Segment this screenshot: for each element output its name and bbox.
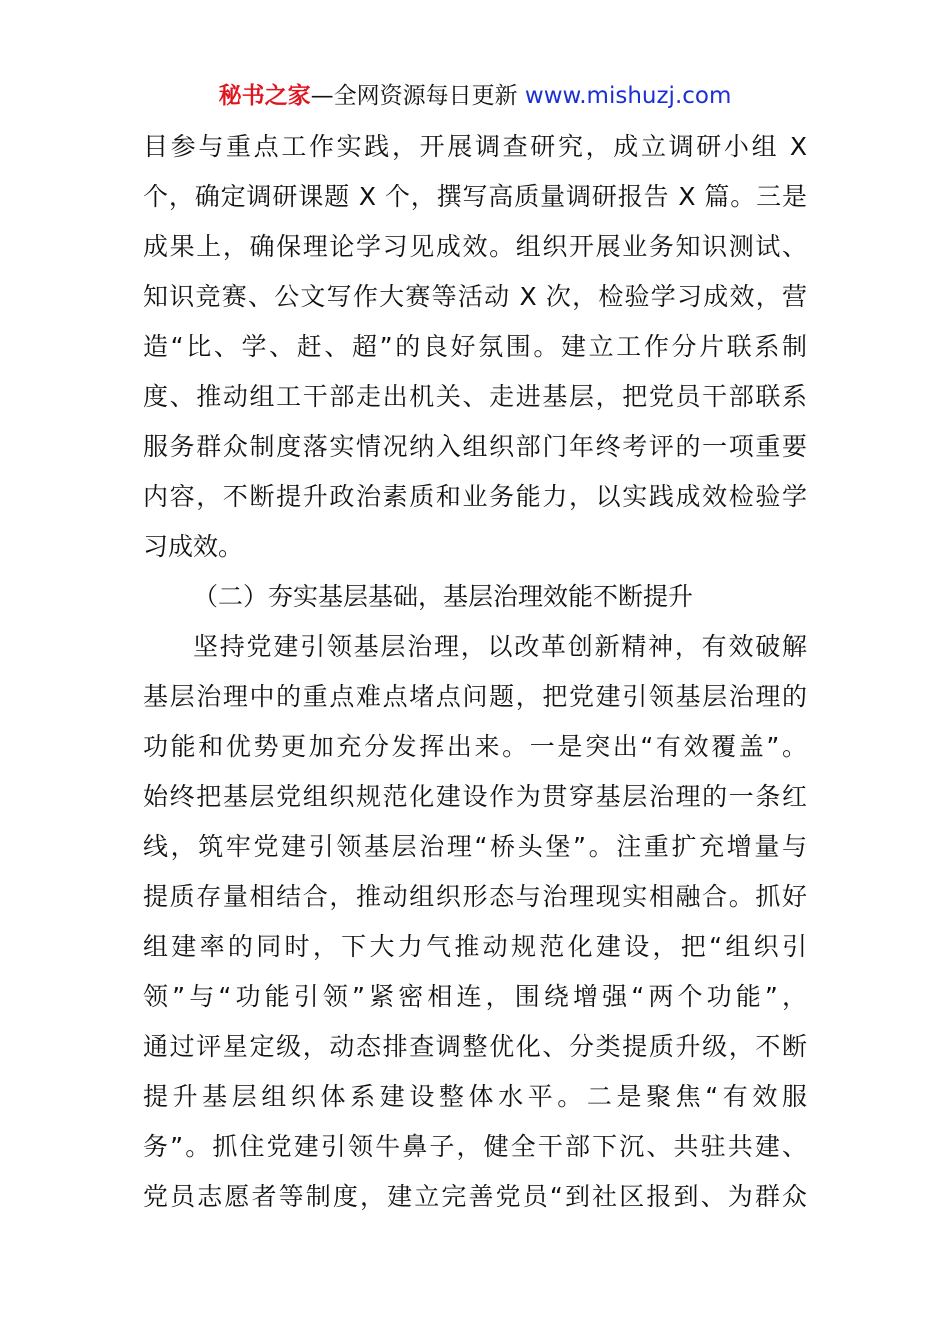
text-line: 提升基层组织体系建设整体水平。二是聚焦“有效服 [143,1082,807,1111]
text-line: 成果上，确保理论学习见成效。组织开展业务知识测试、 [143,232,807,261]
text-line: 个，确定调研课题 X 个，撰写高质量调研报告 X 篇。三是 [143,182,807,211]
text-line: 造“比、学、赶、超”的良好氛围。建立工作分片联系制 [143,332,807,361]
brand-name: 秘书之家 [218,83,311,109]
text-line: 提质存量相结合，推动组织形态与治理现实相融合。抓好 [143,882,807,911]
text-line: 服务群众制度落实情况纳入组织部门年终考评的一项重要 [143,432,807,461]
text-line: 知识竞赛、公文写作大赛等活动 X 次，检验学习成效，营 [143,282,807,311]
text-line: 内容，不断提升政治素质和业务能力，以实践成效检验学 [143,482,807,511]
text-line: 度、推动组工干部走出机关、走进基层，把党员干部联系 [143,382,807,411]
text-line: 功能和优势更加充分发挥出来。一是突出“有效覆盖”。 [143,732,807,761]
header-tagline: —全网资源每日更新 [310,83,518,109]
site-header [0,80,950,112]
text-line: 党员志愿者等制度，建立完善党员“到社区报到、为群众 [143,1182,807,1211]
text-line: 务”。抓住党建引领牛鼻子，健全干部下沉、共驻共建、 [143,1132,807,1161]
text-line: 领”与“功能引领”紧密相连，围绕增强“两个功能”， [143,982,807,1011]
text-line: 习成效。 [143,532,244,561]
text-line: 基层治理中的重点难点堵点问题，把党建引领基层治理的 [143,682,807,711]
document-body [143,122,807,1222]
text-line: 通过评星定级，动态排查调整优化、分类提质升级，不断 [143,1032,807,1061]
text-line: 始终把基层党组织规范化建设作为贯穿基层治理的一条红 [143,782,807,811]
site-url[interactable]: www.mishuzj.com [524,83,732,109]
text-line: 目参与重点工作实践，开展调查研究，成立调研小组 X [143,132,807,161]
text-line: 线，筑牢党建引领基层治理“桥头堡”。注重扩充增量与 [143,832,807,861]
text-line: 坚持党建引领基层治理，以改革创新精神，有效破解 [193,632,807,661]
section-heading: （二）夯实基层基础，基层治理效能不断提升 [193,582,694,611]
text-line: 组建率的同时，下大力气推动规范化建设，把“组织引 [143,932,807,961]
